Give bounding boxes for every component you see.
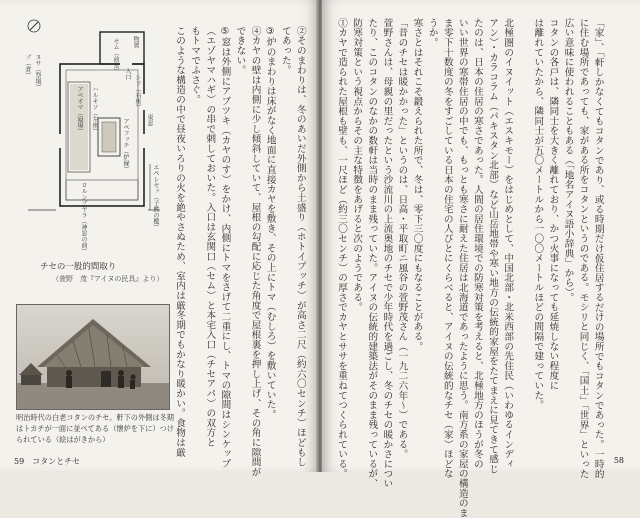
right-col-11: ま零下十数度の冬をすごしている日本の住宅の人びとにくらべると、アイヌの伝統的なチセ（家）ほどな	[441, 18, 453, 479]
plan-label-shed-right: エペレセッ（子熊の檻）	[152, 164, 159, 230]
chise-photograph	[16, 304, 170, 410]
left-body-text	[172, 26, 308, 477]
left-col-1: ②そのまわりは、冬のあいだ外側から土盛り（ホトイプッチ）が高さ二尺（約六〇センチ）ほどもし	[294, 26, 306, 467]
floor-plan-diagram	[20, 14, 162, 254]
right-col-15: 萱野さんは、母親の里だったという沙流川の上流奥地のチセで少年時代を過ごし、冬のチセの暖かさについ	[381, 18, 393, 489]
right-col-9: たのは、日本の住居の寒さであった。人間の居住環境での防寒対策を考えると、北極地方のほうが冬の	[471, 18, 483, 469]
plan-label-sleeping: アペオマ（寝場）	[76, 86, 83, 134]
plan-label-north-area: シソ（右座）	[134, 74, 141, 110]
left-col-7: （エゾヤマハギ）の串で刺しておいた。入口は玄関口（セム）と本宅入口（チセアパ）の双方と	[204, 26, 216, 448]
plan-label-shed-left2: プ（倉）	[24, 54, 31, 78]
plan-caption: チセの一般的間取り	[40, 262, 117, 272]
plan-label-east-window: 東窓	[146, 114, 153, 126]
right-col-8: アン）・カラコラム（パキスタン北部）など山岳地帯や寒い地方の伝統的家屋をたてまえに見てきて感じ	[487, 18, 499, 474]
left-col-9: このような構造の中で昼夜いろりの火を絶やさぬため、室内は厳冬期でもかなり暖かい。食物は厳	[174, 26, 186, 458]
right-col-2: に住む場所であっても、家がある所をコタンというのである。モシリと同じく、「国土」「世界」といった	[577, 18, 589, 479]
right-col-4: コタンの各戸は、隣同士を大きく離れており、かつ火事になっても延焼しない程度に	[547, 18, 559, 391]
left-page-footer: 59 コタンとチセ	[14, 457, 81, 466]
plan-label-west-side: ロルンプヤラ（神窓の前）	[80, 182, 87, 254]
left-col-3: ③炉のまわりは床がなく地面に直接カヤを敷き、その上にトマ（むしろ）を敷いていた。	[264, 26, 276, 420]
right-col-12: うか。	[426, 18, 438, 48]
photo-image	[17, 305, 169, 409]
left-col-4: ④カヤの壁は内側に少し傾斜していて、屋根の勾配に応じた角度で屋根裏を押し上げ、その角に隙間が	[249, 26, 261, 477]
left-col-2: てあった。	[279, 26, 291, 75]
plan-label-hearth: アペフッチ（炉縁）	[122, 118, 129, 172]
plan-label-shed-left: ヌサ（祭壇）	[34, 54, 41, 90]
right-col-1: 「家」、「軒しかなくてもコタンであり、或る時期だけ仮住居するだけの場所でもコタンであった。一時的	[592, 18, 604, 479]
left-col-5: できない。	[234, 26, 246, 75]
left-col-6: ⑤窓は外側にアブツキ（カヤのす）をかけ、内側にトマをさげて二重にし、トマの隙間はシンケップ	[219, 26, 231, 469]
left-col-8: もトマでふさぐ。	[189, 26, 201, 105]
photo-caption: 明治時代の白老コタンのチセ。軒下の外側は冬期はトカチが一面に並べてある（懐炉を下に）つけられている（絵はがきから）	[16, 413, 174, 444]
left-page	[0, 0, 318, 477]
right-col-16: たり、このコタンのなかの数軒は当時のまま残っていた。アイヌの伝統的建築法がそのまま残っているが、	[366, 18, 378, 489]
plan-caption-source: （萱野 茂『アイヌの民具』より）	[52, 275, 164, 283]
right-col-7: 北極圏のイヌイット（エスキモー）をはじめとして、中国北部・北米西部の先住民（いわゆるインディ	[502, 18, 514, 469]
plan-label-storage: 物置	[132, 36, 139, 48]
right-page	[322, 0, 640, 518]
right-body-text	[334, 18, 606, 518]
right-col-13: 寒さとはそれこそ鍛えられた所で、冬は、零下三〇度にもなることがある。	[411, 18, 423, 352]
right-page-footer: 58	[613, 456, 624, 465]
right-col-18: ①カヤで造られた屋根も壁も、一尺ほど（約三〇センチ）の厚さでカヤとササを重ねてつくられている。	[336, 18, 348, 479]
right-col-14: 「昔のチセは暖かかった」というのは、日高・平取町ニ風谷の萱野茂さん（一九二六年〜）である。	[396, 18, 408, 459]
plan-label-south-area: ハルキソ（左座）	[91, 86, 98, 134]
right-col-3: 広い意味に使われることもある（「地名アイヌ語小辞典」から）。	[562, 18, 574, 303]
right-col-17: 防寒対策という視点からその主な特徴をあげると次のようである。	[351, 18, 363, 312]
plan-label-entrance: 入口	[124, 68, 131, 80]
right-col-5: は離れていたから、隣同士が五〇メートルから一〇〇メートルほどの間隔で建っていた。	[532, 18, 544, 410]
right-col-10: いい世界の寒帯住居の中でも、もっとも寒さに耐えた住居は北海道であったように思う。南方系の家屋の構造のま	[456, 18, 468, 518]
plan-label-entrance-area: セム（前室）	[112, 38, 119, 74]
